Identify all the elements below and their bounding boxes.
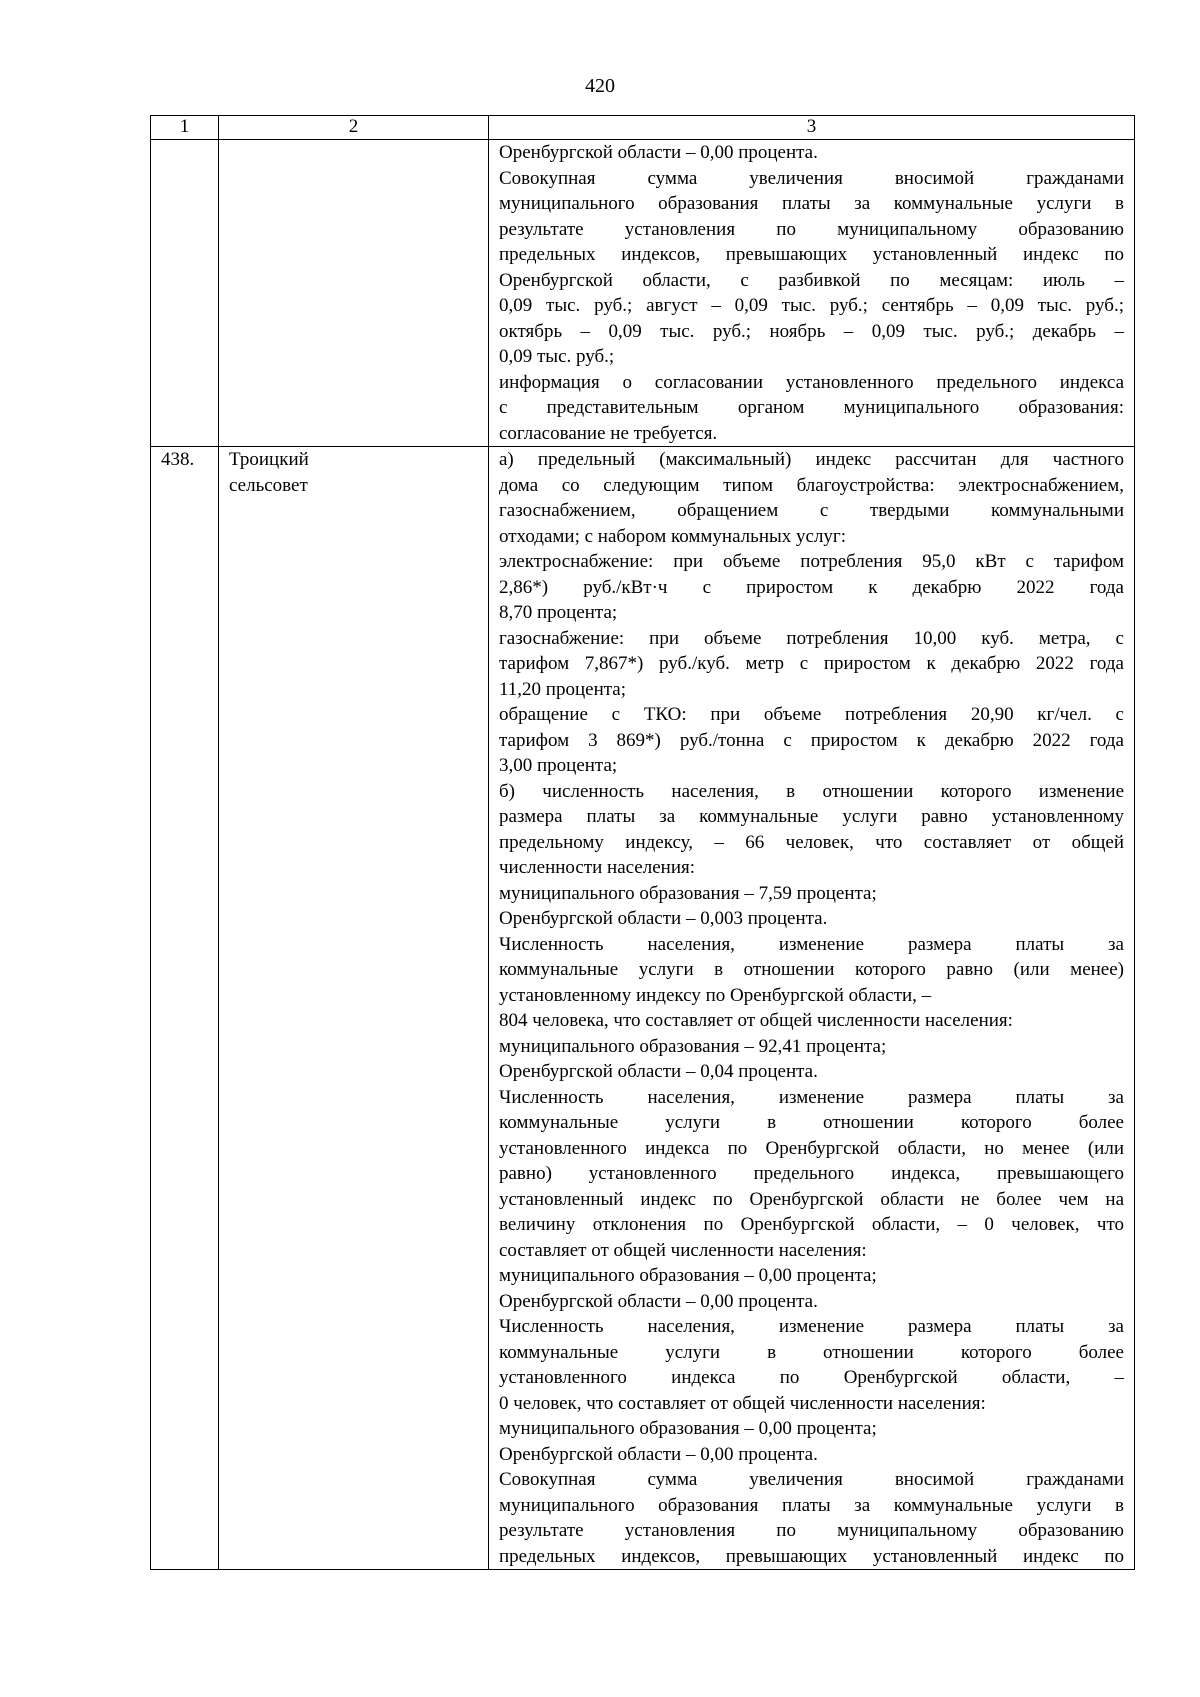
text-line: 3,00 процента; — [499, 755, 618, 776]
text-line: 0,09 тыс. руб.; — [499, 346, 615, 367]
text-line: а) предельный (максимальный) индекс рассчитан для частного — [499, 449, 1124, 470]
text-line: муниципального образования – 0,00 процента; — [499, 1418, 877, 1439]
table-row — [151, 140, 1135, 447]
text-line: муниципального образования платы за коммунальные услуги в — [499, 1494, 1124, 1516]
text-line: б) численность населения, в отношении которого изменение — [499, 780, 1124, 802]
text-line: тарифом 7,867*) руб./куб. метр с приростом к декабрю 2022 года — [499, 653, 1124, 674]
text-line: Совокупная сумма увеличения вносимой гражданами — [499, 1469, 1124, 1490]
text-line: 8,70 процента; — [499, 602, 618, 623]
text-line: коммунальные услуги в отношении которого более — [499, 1341, 1124, 1363]
document-table — [150, 115, 1135, 1570]
text-line: коммунальные услуги в отношении которого равно (или менее) — [499, 959, 1124, 980]
text-line: отходами; с набором коммунальных услуг: — [499, 525, 847, 547]
text-line: обращение с ТКО: при объеме потребления 20,90 кг/чел. с — [499, 704, 1124, 725]
text-line: Оренбургской области – 0,00 процента. — [499, 142, 818, 163]
table-header-row — [151, 116, 1135, 140]
text-line: муниципального образования платы за коммунальные услуги в — [499, 193, 1124, 214]
text-line: 0,09 тыс. руб.; август – 0,09 тыс. руб.; сентябрь – 0,09 тыс. руб.; — [499, 295, 1124, 316]
text-line: предельных индексов, превышающих установленный индекс по — [499, 244, 1124, 265]
text-line: Оренбургской области – 0,00 процента. — [499, 1290, 818, 1312]
text-line: 11,20 процента; — [499, 678, 626, 700]
text-line: Численность населения, изменение размера платы за — [499, 933, 1124, 955]
page-number: 420 — [585, 75, 615, 97]
description-cell — [489, 447, 1135, 1570]
text-line: Оренбургской области – 0,00 процента. — [499, 1443, 818, 1465]
text-line: установленного индекса по Оренбургской области, но менее (или — [499, 1137, 1124, 1159]
text-line: результате установления по муниципальному образованию — [499, 218, 1124, 240]
text-line: согласование не требуется. — [499, 422, 718, 444]
text-line: Оренбургской области – 0,003 процента. — [499, 908, 828, 929]
text-line: предельных индексов, превышающих установленный индекс по — [499, 1545, 1124, 1567]
text-line: Численность населения, изменение размера платы за — [499, 1316, 1124, 1337]
text-line: Совокупная сумма увеличения вносимой гражданами — [499, 167, 1124, 189]
text-line: величину отклонения по Оренбургской области, – 0 человек, что — [499, 1214, 1124, 1235]
text-line: Численность населения, изменение размера платы за — [499, 1086, 1124, 1108]
text-line: муниципального образования – 7,59 процента; — [499, 882, 877, 904]
municipality-name-line: Троицкий — [229, 449, 309, 470]
text-line: информация о согласовании установленного предельного индекса — [499, 371, 1124, 393]
text-line: муниципального образования – 92,41 процента; — [499, 1035, 887, 1057]
row-number-cell: 438. — [151, 447, 219, 1570]
text-line: газоснабжением, обращением с твердыми коммунальными — [499, 500, 1124, 521]
text-line: 0 человек, что составляет от общей численности населения: — [499, 1392, 986, 1414]
municipality-name-line: сельсовет — [229, 474, 308, 496]
column-header-2: 2 — [219, 116, 489, 140]
municipality-name-cell — [219, 447, 489, 1570]
text-line: установленному индексу по Оренбургской области, – — [499, 984, 932, 1006]
text-line: равно) установленного предельного индекса, превышающего — [499, 1163, 1124, 1184]
text-line: Оренбургской области – 0,04 процента. — [499, 1061, 818, 1082]
text-line: установленного индекса по Оренбургской области, – — [499, 1367, 1124, 1388]
text-line: установленный индекс по Оренбургской области не более чем на — [499, 1188, 1124, 1210]
column-header-1: 1 — [151, 116, 219, 140]
text-line: составляет от общей численности населения: — [499, 1239, 867, 1261]
text-line: с представительным органом муниципального образования: — [499, 397, 1124, 418]
text-line: электроснабжение: при объеме потребления 95,0 кВт с тарифом — [499, 551, 1124, 572]
municipality-name-cell — [219, 140, 489, 447]
text-line: численности населения: — [499, 857, 696, 878]
text-line: 2,86*) руб./кВт·ч с приростом к декабрю 2022 года — [499, 576, 1124, 598]
text-line: коммунальные услуги в отношении которого более — [499, 1112, 1124, 1133]
text-line: муниципального образования – 0,00 процента; — [499, 1265, 877, 1286]
text-line: 804 человека, что составляет от общей численности населения: — [499, 1010, 1013, 1031]
text-line: газоснабжение: при объеме потребления 10,00 куб. метра, с — [499, 627, 1124, 649]
description-cell — [489, 140, 1135, 447]
text-line: предельному индексу, – 66 человек, что составляет от общей — [499, 831, 1124, 853]
text-line: результате установления по муниципальному образованию — [499, 1520, 1124, 1541]
text-line: дома со следующим типом благоустройства: электроснабжением, — [499, 474, 1124, 496]
text-line: размера платы за коммунальные услуги равно установленному — [499, 806, 1124, 827]
table-row — [151, 447, 1135, 1570]
column-header-3: 3 — [489, 116, 1135, 140]
row-number-cell — [151, 140, 219, 447]
text-line: тарифом 3 869*) руб./тонна с приростом к декабрю 2022 года — [499, 729, 1124, 751]
text-line: Оренбургской области, с разбивкой по месяцам: июль – — [499, 269, 1124, 291]
text-line: октябрь – 0,09 тыс. руб.; ноябрь – 0,09 тыс. руб.; декабрь – — [499, 320, 1124, 342]
